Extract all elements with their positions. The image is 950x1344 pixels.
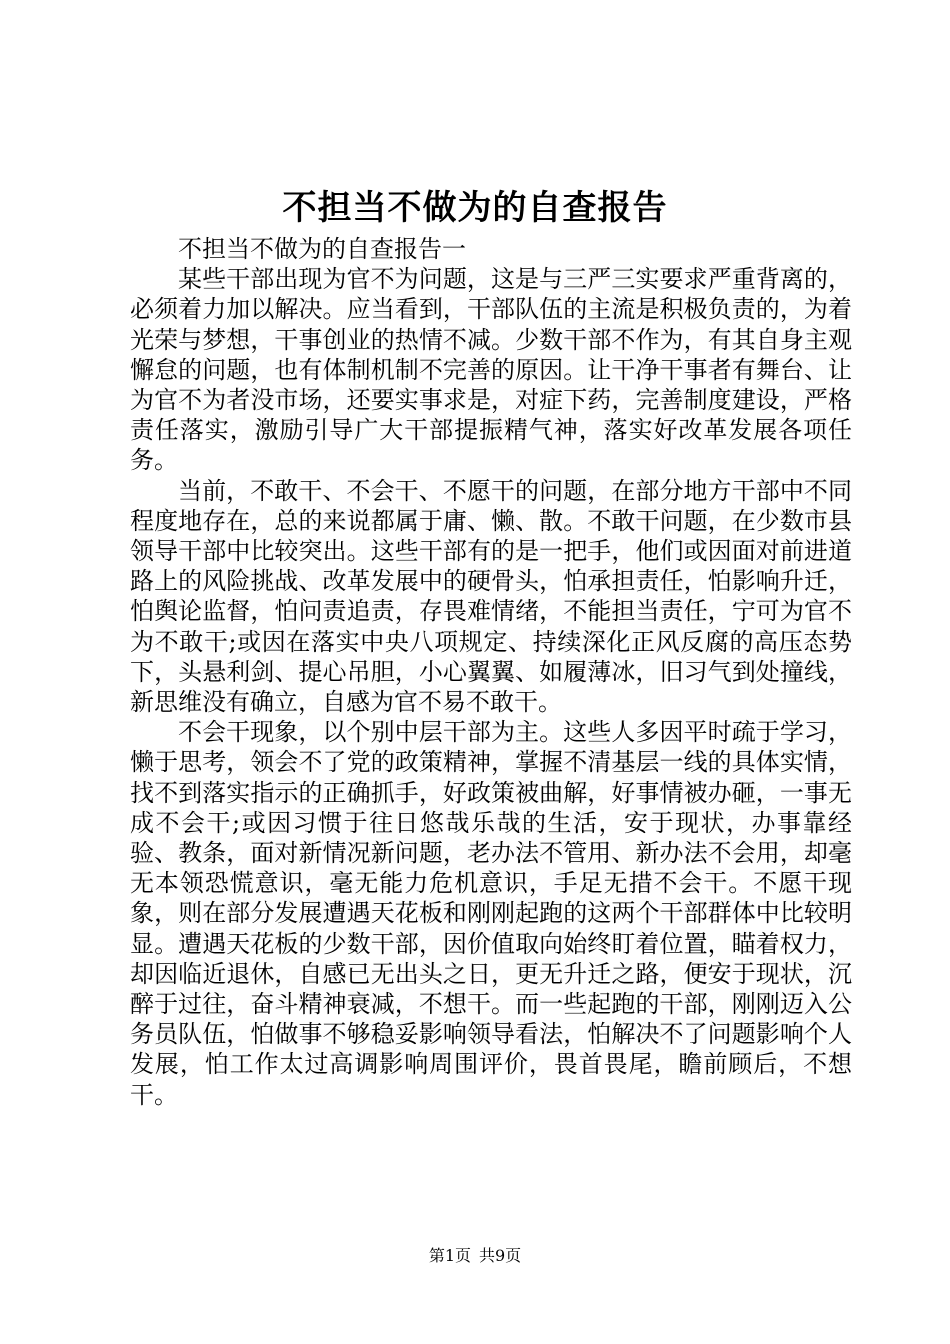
paragraph: 当前，不敢干、不会干、不愿干的问题，在部分地方干部中不同程度地存在，总的来说都属于庸、懒、散。不敢干问题，在少数市县领导干部中比较突出。这些干部有的是一把手，他们或因面对前进道路上的风险挑战、改革发展中的硬骨头，怕承担责任，怕影响升迁，怕舆论监督，怕问责追责，存畏难情绪，不能担当责任，宁可为官不为不敢干;或因在落实中央八项规定、持续深化正风反腐的高压态势下，头悬利剑、提心吊胆，小心翼翼、如履薄冰，旧习气到处撞线，新思维没有确立，自感为官不易不敢干。 xyxy=(130,476,852,717)
paragraph: 不会干现象，以个别中层干部为主。这些人多因平时疏于学习，懒于思考，领会不了党的政策精神，掌握不清基层一线的具体实情，找不到落实指示的正确抓手，好政策被曲解，好事情被办砸，一事无成不会干;或因习惯于往日悠哉乐哉的生活，安于现状，办事靠经验、教条，面对新情况新问题，老办法不管用、新办法不会用，却毫无本领恐慌意识，毫无能力危机意识，手足无措不会干。不愿干现象，则在部分发展遭遇天花板和刚刚起跑的这两个干部群体中比较明显。遭遇天花板的少数干部，因价值取向始终盯着位置，瞄着权力，却因临近退休，自感已无出头之日，更无升迁之路，便安于现状，沉醉于过往，奋斗精神衰减，不想干。而一些起跑的干部，刚刚迈入公务员队伍，怕做事不够稳妥影响领导看法，怕解决不了问题影响个人发展，怕工作太过高调影响周围评价，畏首畏尾，瞻前顾后，不想干。 xyxy=(130,718,852,1109)
page-footer xyxy=(0,1245,950,1267)
document-subheading: 不担当不做为的自查报告一 xyxy=(178,235,466,263)
document-title: 不担当不做为的自查报告 xyxy=(282,188,668,228)
document-body xyxy=(130,234,852,1110)
page-total: 共9页 xyxy=(479,1246,522,1265)
page-number: 第1页 xyxy=(428,1246,471,1265)
paragraph: 某些干部出现为官不为问题，这是与三严三实要求严重背离的，必须着力加以解决。应当看到，干部队伍的主流是积极负责的，为着光荣与梦想，干事创业的热情不减。少数干部不作为，有其自身主观懈怠的问题，也有体制机制不完善的原因。让干净干事者有舞台、让为官不为者没市场，还要实事求是，对症下药，完善制度建设，严格责任落实，激励引导广大干部提振精气神，落实好改革发展各项任务。 xyxy=(130,265,852,475)
